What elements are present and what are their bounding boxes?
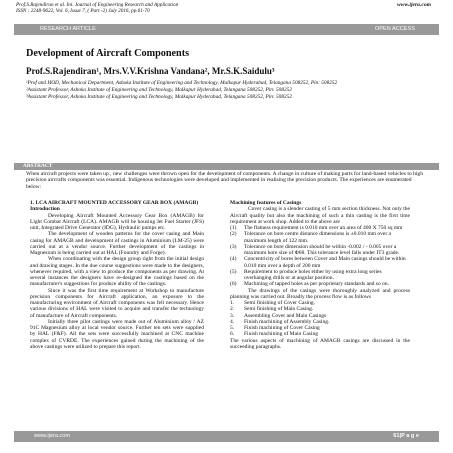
paragraph: Initially three pilot castings were made out of Aluminium alloy / AZ 91C Magnesium alloy at local vendor source. Further ten sets were supplied by HAL (F&F). All the sets were successfully machined at CNC machine complex of CVRDE. The experiences gained during the machining of the above castings were utilized to prepare this report. xyxy=(30,318,204,350)
paragraph: Since it was the first time requirement at Workshop to manufacture precision components for Aircraft application, an exposure to the manufacturing environment of Aircraft components was felt necessary. Hence various divisions of HAL were visited to acquire and transfer the technology of manufacture of Aircraft components. xyxy=(30,287,204,319)
list-item: (2) Tolerance on bore centre distance dimensions is ±0.010 mm over a maximum length of 122 mm. xyxy=(230,231,391,244)
paragraph: When coordinating with the design group right from the initial design and drawing stages. In the due course suggestions were made to the designers, whenever required, with a view to produce the components as per drawing. At several instances the designers have re-designed the castings based on the manufacturer's suggestions for produce ability of the castings. xyxy=(30,256,204,288)
header-url[interactable]: www.ijera.com xyxy=(397,2,431,8)
author-list: Prof.S.Rajendiran¹, Mrs.V.V.Krishna Vandana², Mr.S.K.Saidulu³ xyxy=(26,66,275,76)
paragraph: The drawings of the casings were thoroughly analyzed and process planning was carried out. Broadly the process flow is as follows xyxy=(230,287,410,300)
citation-header xyxy=(16,2,178,15)
footer-bar xyxy=(14,431,439,442)
affiliation-3: ³Assistant Professor, Ashoka Institute of Engineering and Technology, Malkapur Hyderabad, Telangana 508252, Pin: 508252 xyxy=(26,94,292,101)
list-item: 4. Finish machining of Assembly Casing. xyxy=(230,318,330,325)
list-item: (4) Concentricity of bores between Cover and Main casings should be within 0.010 mm over a depth of 200 mm xyxy=(230,256,406,269)
affiliations xyxy=(26,80,396,102)
list-item: 3. Assembling Cover and Main Casings xyxy=(230,312,327,319)
subsection-heading: Machining features of Casings xyxy=(230,200,302,206)
affiliation-2: ²Assistant Professor, Ashoka Institute of Engineering and Technology, Malkapur Hyderabad, Telangana 508252, Pin: 508252 xyxy=(26,87,292,94)
list-item: (3) Tolerance on bore dimension should be within -0.002 / - 0.005 over a maximum bore size of Φ68. This tolerance level falls under IT3 grade. xyxy=(230,243,400,256)
list-item: 6. Finish machining of Main Casing xyxy=(230,331,318,338)
list-item: 2. Semi finishing of Main Casing. xyxy=(230,306,314,313)
list-item: (1) The flatness requirement is 0.010 mm over an area of 400 X 750 sq mm xyxy=(230,225,403,231)
page-number: 61|P a g e xyxy=(393,433,419,439)
paper-title: Development of Aircraft Components xyxy=(26,48,190,59)
list-item: 5. Finish machining of Cover Casing xyxy=(230,325,320,331)
paragraph: Cover casing is a slender casting of 5 mm section thickness. Not only the Aircraft quality but also the machining of such a thin casting is the first time requirement at work shop. Added to the above are xyxy=(230,206,410,225)
article-type-bar xyxy=(14,24,439,35)
list-item: 1. Semi finishing of Cover Casing. xyxy=(230,300,316,306)
footer-url[interactable]: www.ijera.com xyxy=(34,433,71,439)
subsection-heading: Introduction xyxy=(30,206,60,213)
paragraph: Developing Aircraft Mounted Accessory Gear Box (AMAGB) for Light Combat Aircraft (LCA). AMAGB will be housing Jet Fuel Starter (JFS) unit, Integrated Drive Generator (IDG), Hydraulic pumps etc. xyxy=(30,212,204,231)
affiliation-1: ¹Prof and HOD, Mechanical Department, Ashoka Institute of Engineering and Technology, Malkapur Hyderabad, Telangana 508252, Pin: 508252 xyxy=(26,80,338,86)
abstract-text: When aircraft projects were taken up , new challenges were thrown open for the development of components. A change in culture of making parts for land-based vehicles to high precision aircrafts components was essential. Indigenous technologies were developed and implemented in realising the precision products. The experiences are enumerated below: xyxy=(26,171,424,190)
citation-line-1: Prof.S.Rajendiran et al. Int. Journal of Engineering Research and Application xyxy=(16,2,179,8)
list-item: (6) Machining of tapped holes as per proprietary standards and so on. xyxy=(230,281,389,288)
left-column xyxy=(30,200,204,350)
list-item: (5) Requirement to produce holes either by using extra long series overhanging drills or at angular position. xyxy=(230,268,382,281)
citation-line-2: ISSN : 2248-9622, Vol. 6, Issue 7, ( Part -2) July 2016, pp.61-70 xyxy=(16,8,150,15)
access-label: OPEN ACCESS xyxy=(374,26,415,32)
paragraph: The development of wooden patterns for the cover casing and Main casing for AMAGB and development of castings in Aluminium (LM-25) were carried out at a vendor source. Further development of the castings in Magnesium is being carried out at HAL (Foundry and Forge). xyxy=(30,231,204,256)
section-heading: 1. LCA AIRCRAFT MOUNTED ACCESSORY GEAR BOX (AMAGB) xyxy=(30,200,199,206)
paragraph: The various aspects of machining of AMAGB casings are discussed in the succeeding paragraphs. xyxy=(230,337,410,350)
article-type-label: RESEARCH ARTICLE xyxy=(40,26,96,32)
abstract-bar xyxy=(14,163,439,170)
right-column xyxy=(230,200,410,350)
abstract-label: ABSTRACT xyxy=(23,163,53,169)
